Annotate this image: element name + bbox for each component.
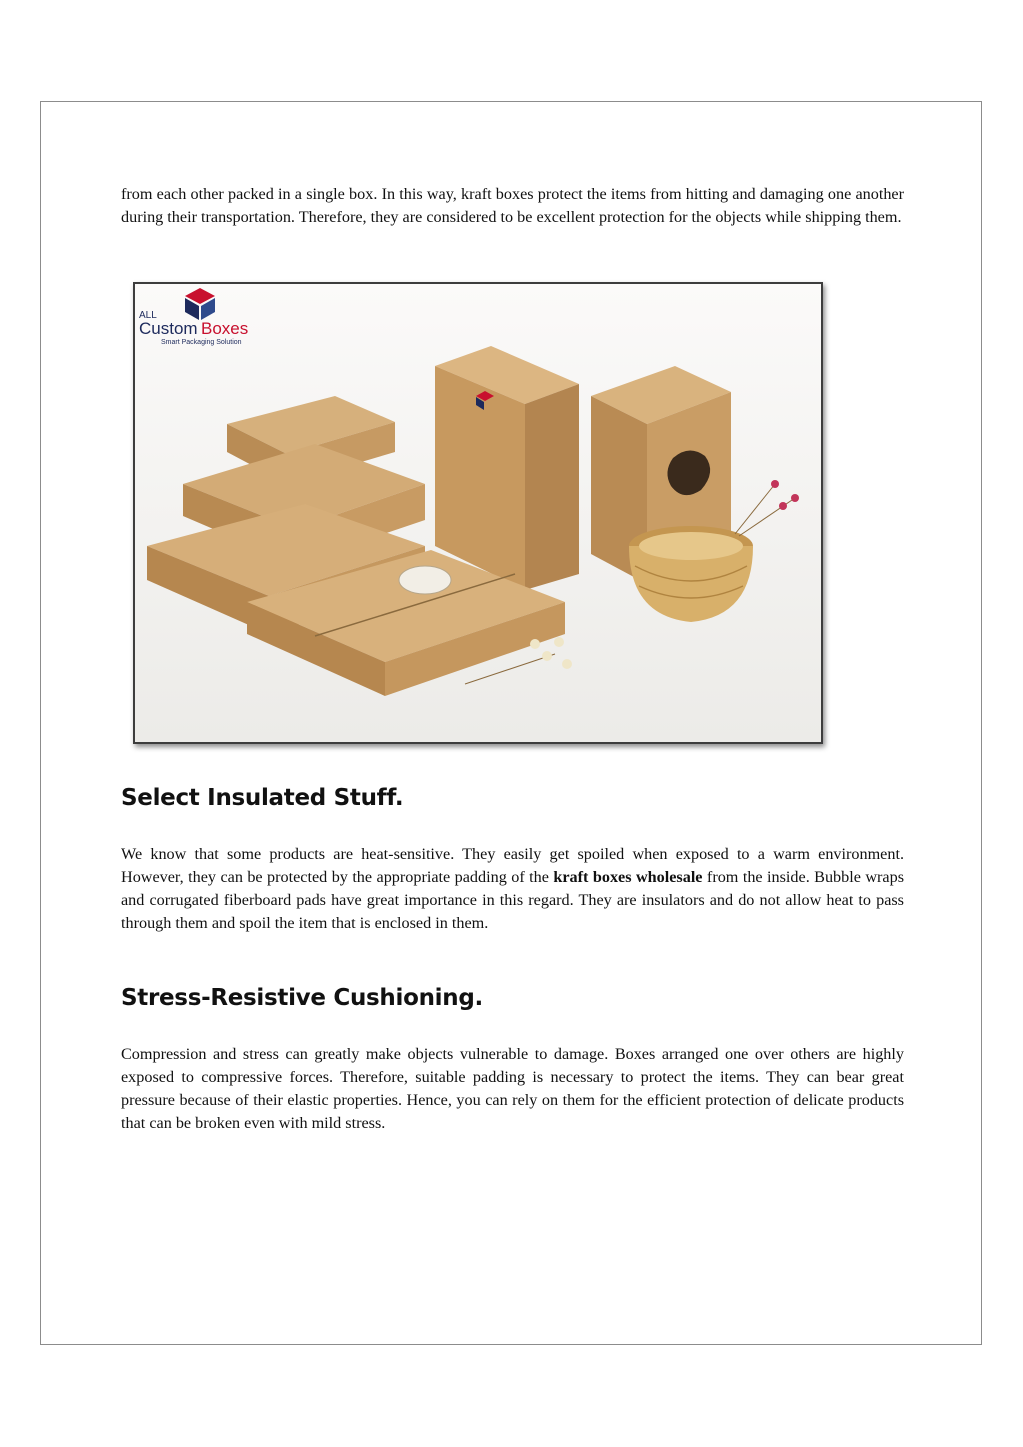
logo-name-b: Boxes [201,319,249,338]
kraft-boxes-photo [133,282,823,744]
kraft-boxes-wholesale-bold: kraft boxes wholesale [553,868,703,886]
tall-box [435,346,579,590]
section-paragraph-cushioning: Compression and stress can greatly make objects vulnerable to damage. Boxes arranged one over others are highly exposed to compressive forces. Therefore, suitable padding is necessary to protect the items. They can bear great pressure because of their elastic properties. Hence, you can rely on them for the efficient protection of delicate products that can be broken even with mild stress. [121,1045,904,1132]
logo-name-a: Custom [139,319,198,338]
section-heading-insulated: Select Insulated Stuff. [121,785,404,811]
insulated-text-after: from the inside. Bubble wraps and corrugated fiberboard pads have great importance in this regard. They are insulators and do not allow heat to pass through them and spoil the item that is enclosed in them. [121,868,905,932]
insulated-text-before: We know that some products are heat-sensitive. They easily get spoiled when exposed to a warm environment. However, they can be protected by the appropriate padding of the [121,845,904,886]
intro-paragraph: from each other packed in a single box. In this way, kraft boxes protect the items from hitting and damaging one another during their transportation. Therefore, they are considered to be excellent protection for the objects while shipping them. [121,185,904,226]
logo-small-text: ALL [139,310,157,321]
logo-tagline: Smart Packaging Solution [161,339,242,346]
section-heading-cushioning: Stress-Resistive Cushioning. [121,985,483,1011]
section-paragraph-insulated [121,843,904,935]
